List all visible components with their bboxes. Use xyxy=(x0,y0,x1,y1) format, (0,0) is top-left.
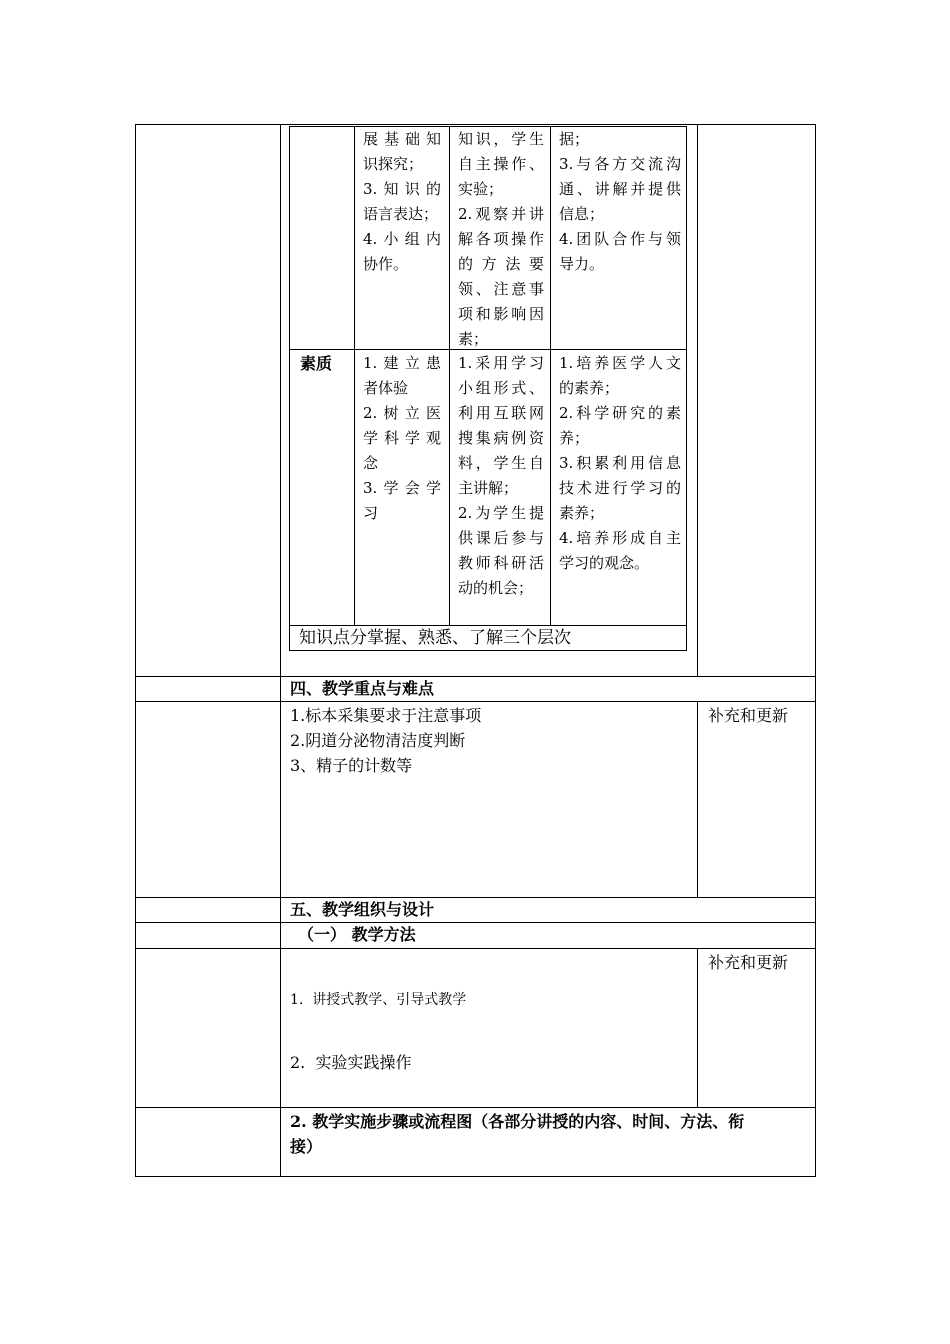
cell-line: 展基础知 xyxy=(363,130,441,148)
cell-line: 念 xyxy=(363,454,379,472)
cell-line: 技术进行学习的 xyxy=(559,479,681,497)
cell-line: 利用互联网 xyxy=(458,404,544,422)
cell-line: 的方法要 xyxy=(458,255,544,273)
section4-items xyxy=(290,703,481,778)
outer-vline-right xyxy=(815,124,816,1177)
inner-vline xyxy=(354,126,355,626)
inner-top-col4 xyxy=(559,127,681,277)
cell-line: 动的机会； xyxy=(458,579,534,597)
cell-line: 习 xyxy=(363,504,379,522)
quality-col4 xyxy=(559,351,681,576)
cell-line: 实验； xyxy=(458,180,504,198)
outer-hline-top xyxy=(135,124,816,125)
cell-line: 4.小组内 xyxy=(363,230,441,248)
inner-hline-bottom xyxy=(289,650,687,651)
section4-title: 四、教学重点与难点 xyxy=(290,679,435,698)
outer-hline xyxy=(135,701,816,702)
section5-sub1: （一） 教学方法 xyxy=(298,925,416,944)
section4-note: 补充和更新 xyxy=(708,706,789,725)
cell-line: 学习的观念。 xyxy=(559,554,650,572)
section5-note: 补充和更新 xyxy=(708,953,789,972)
outer-vline-note xyxy=(697,948,698,1108)
cell-line: 项和影响因 xyxy=(458,305,544,323)
cell-line: 2.科学研究的素 xyxy=(559,404,681,422)
inner-vline-right xyxy=(686,126,687,651)
cell-line: 教师科研活 xyxy=(458,554,544,572)
cell-line: 2.树立医 xyxy=(363,404,441,422)
list-item: 1.标本采集要求于注意事项 xyxy=(290,706,482,725)
cell-line: 识探究； xyxy=(363,155,424,173)
cell-line: 1.采用学习 xyxy=(458,354,544,372)
section5-methods xyxy=(290,950,466,1094)
outer-hline-bottom xyxy=(135,1176,816,1177)
quality-col2 xyxy=(363,351,441,526)
inner-table-footer: 知识点分掌握、熟悉、了解三个层次 xyxy=(299,628,571,648)
outer-hline xyxy=(135,897,816,898)
cell-line: 解各项操作 xyxy=(458,230,544,248)
cell-line: 知识，学生 xyxy=(458,130,544,148)
list-item: 1. 讲授式教学、引导式教学 xyxy=(290,992,467,1008)
cell-line: 协作。 xyxy=(363,255,409,273)
cell-line: 主讲解； xyxy=(458,479,519,497)
outer-hline xyxy=(135,948,816,949)
cell-line: 的素养； xyxy=(559,379,620,397)
outer-hline xyxy=(135,676,816,677)
quality-label: 素质 xyxy=(300,354,333,373)
cell-line: 素养； xyxy=(559,504,605,522)
cell-line: 料，学生自 xyxy=(458,454,544,472)
cell-line: 3.知识的 xyxy=(363,180,441,198)
outer-vline xyxy=(280,124,281,1177)
cell-line: 据； xyxy=(559,130,590,148)
steps-title-line: 接） xyxy=(290,1137,323,1156)
cell-line: 1.建立患 xyxy=(363,354,441,372)
cell-line: 通、讲解并提供 xyxy=(559,180,681,198)
cell-line: 养； xyxy=(559,429,590,447)
cell-line: 2.观察并讲 xyxy=(458,205,544,223)
inner-vline xyxy=(550,126,551,626)
section5-steps-title xyxy=(290,1109,744,1159)
cell-line: 信息； xyxy=(559,205,605,223)
cell-line: 学科学观 xyxy=(363,429,441,447)
cell-line: 4.培养形成自主 xyxy=(559,529,681,547)
list-item: 2. 实验实践操作 xyxy=(290,1053,412,1072)
cell-line: 1.培养医学人文 xyxy=(559,354,681,372)
steps-title-line: 2. 教学实施步骤或流程图（各部分讲授的内容、时间、方法、衔 xyxy=(290,1112,745,1131)
cell-line: 素； xyxy=(458,330,489,348)
quality-col3 xyxy=(458,351,544,601)
cell-line: 3.与各方交流沟 xyxy=(559,155,681,173)
outer-vline-left xyxy=(135,124,136,1177)
cell-line: 自主操作、 xyxy=(458,155,544,173)
section5-title: 五、教学组织与设计 xyxy=(290,900,435,919)
inner-vline-left xyxy=(289,126,290,651)
inner-vline xyxy=(449,126,450,626)
cell-line: 供课后参与 xyxy=(458,529,544,547)
outer-hline xyxy=(135,1107,816,1108)
cell-line: 3.学会学 xyxy=(363,479,441,497)
cell-line: 3.积累利用信息 xyxy=(559,454,681,472)
outer-vline-note xyxy=(697,701,698,898)
outer-vline-note xyxy=(697,124,698,677)
cell-line: 语言表达； xyxy=(363,205,439,223)
list-item: 3、精子的计数等 xyxy=(290,756,413,775)
cell-line: 2.为学生提 xyxy=(458,504,544,522)
cell-line: 小组形式、 xyxy=(458,379,544,397)
cell-line: 导力。 xyxy=(559,255,605,273)
cell-line: 者体验 xyxy=(363,379,409,397)
cell-line: 领、注意事 xyxy=(458,280,544,298)
cell-line: 4.团队合作与领 xyxy=(559,230,681,248)
list-item: 2.阴道分泌物清洁度判断 xyxy=(290,731,466,750)
inner-top-col3 xyxy=(458,127,544,352)
inner-top-col2 xyxy=(363,127,441,277)
cell-line: 搜集病例资 xyxy=(458,429,544,447)
outer-hline xyxy=(135,922,816,923)
